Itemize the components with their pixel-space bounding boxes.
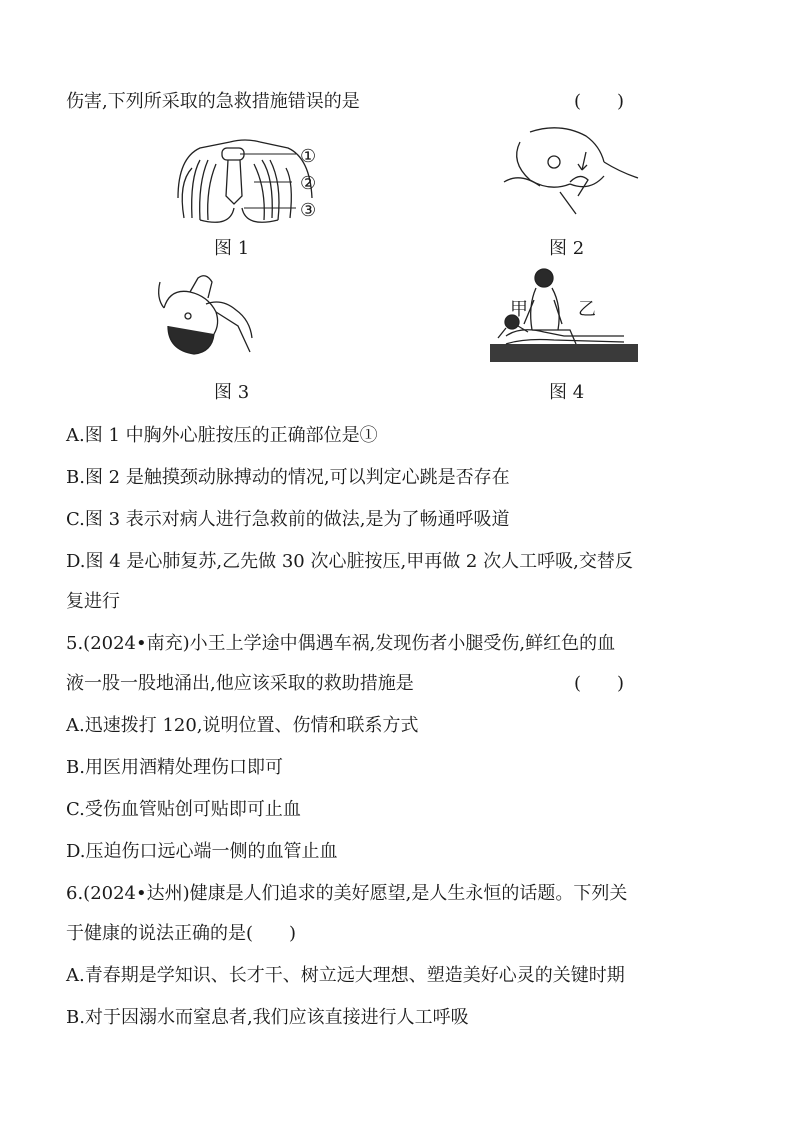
answer-blank-q4: ( ) bbox=[574, 91, 625, 112]
fig1-label-2: ② bbox=[300, 173, 317, 194]
fig4-label-jia: 甲 bbox=[510, 299, 528, 320]
cpr-drawing bbox=[484, 266, 644, 368]
fig1-label-1: ① bbox=[300, 146, 317, 167]
q5-option-c: C.受伤血管贴创可贴即可止血 bbox=[66, 799, 301, 820]
q5-stem-line2: 液一股一股地涌出,他应该采取的救助措施是 bbox=[66, 673, 414, 694]
figure-4-caption: 图 4 bbox=[549, 382, 585, 403]
figure-2-carotid-pulse bbox=[500, 122, 640, 222]
answer-blank-q5: ( ) bbox=[574, 673, 625, 694]
figure-2-caption: 图 2 bbox=[549, 238, 585, 259]
q4-option-d: D.图 4 是心肺复苏,乙先做 30 次心脏按压,甲再做 2 次人工呼吸,交替反 bbox=[66, 551, 633, 572]
q6-option-a: A.青春期是学知识、长才干、树立远大理想、塑造美好心灵的关键时期 bbox=[66, 965, 625, 986]
q6-stem-line2: 于健康的说法正确的是( ) bbox=[66, 923, 297, 944]
figure-1-caption: 图 1 bbox=[214, 238, 250, 259]
figure-4-cpr bbox=[484, 266, 644, 368]
q5-option-b: B.用医用酒精处理伤口即可 bbox=[66, 757, 283, 778]
q4-option-a: A.图 1 中胸外心脏按压的正确部位是① bbox=[66, 425, 378, 446]
question-4-tail: 伤害,下列所采取的急救措施错误的是 bbox=[66, 91, 360, 112]
q4-option-c: C.图 3 表示对病人进行急救前的做法,是为了畅通呼吸道 bbox=[66, 509, 510, 530]
q4-option-d-cont: 复进行 bbox=[66, 591, 120, 612]
fig1-label-3: ③ bbox=[300, 200, 317, 221]
q5-option-a: A.迅速拨打 120,说明位置、伤情和联系方式 bbox=[66, 715, 419, 736]
q5-option-d: D.压迫伤口远心端一侧的血管止血 bbox=[66, 841, 338, 862]
fig4-label-yi: 乙 bbox=[578, 299, 596, 320]
q6-option-b: B.对于因溺水而窒息者,我们应该直接进行人工呼吸 bbox=[66, 1007, 469, 1028]
q6-stem-line1: 6.(2024•达州)健康是人们追求的美好愿望,是人生永恒的话题。下列关 bbox=[66, 883, 628, 904]
figure-3-caption: 图 3 bbox=[214, 382, 250, 403]
q5-stem-line1: 5.(2024•南充)小王上学途中偶遇车祸,发现伤者小腿受伤,鲜红色的血 bbox=[66, 633, 616, 654]
figure-3-head-tilt bbox=[150, 268, 260, 360]
q4-option-b: B.图 2 是触摸颈动脉搏动的情况,可以判定心跳是否存在 bbox=[66, 467, 510, 488]
carotid-check-drawing bbox=[500, 122, 640, 222]
head-tilt-drawing bbox=[150, 268, 260, 360]
